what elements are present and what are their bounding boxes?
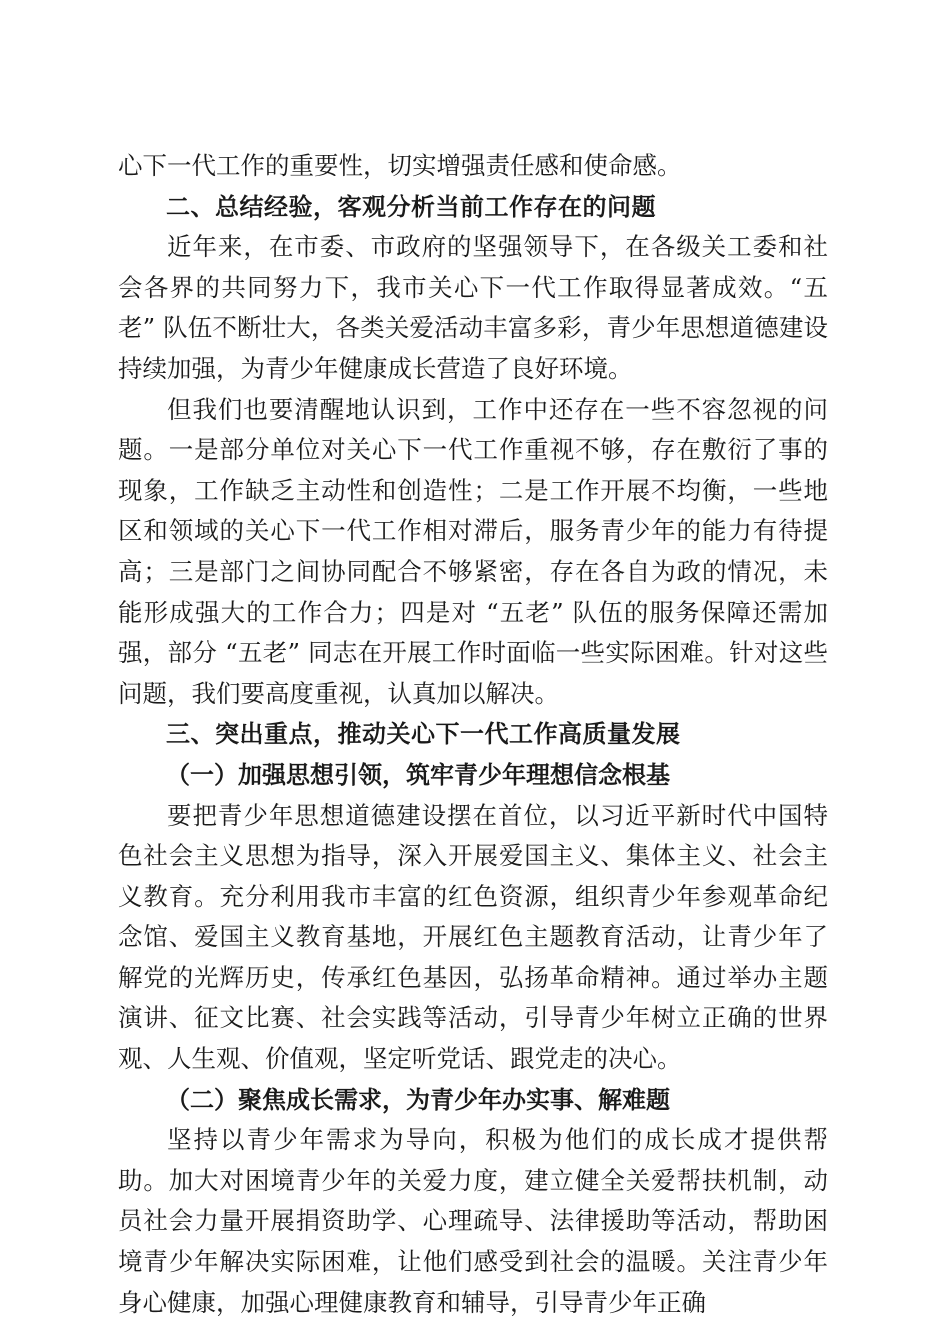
- paragraph-intro-tail: 心下一代工作的重要性，切实增强责任感和使命感。: [118, 151, 682, 180]
- paragraph-subsection-two: 坚持以青少年需求为导向，积极为他们的成长成才提供帮助。加大对困境青少年的关爱力度，建立健全关爱帮扶机制，动员社会力量开展捐资助学、心理疏导、法律援助等活动，帮助困境青少年解决实际困难，让他们感受到社会的温暖。关注青少年身心健康，加强心理健康教育和辅导，引导青少年正确: [118, 1125, 828, 1317]
- subsection-heading-one: （一）加强思想引领，筑牢青少年理想信念根基: [166, 759, 670, 789]
- paragraph-subsection-one: 要把青少年思想道德建设摆在首位，以习近平新时代中国特色社会主义思想为指导，深入开展爱国主义、集体主义、社会主义教育。充分利用我市丰富的红色资源，组织青少年参观革命纪念馆、爱国主义教育基地，开展红色主题教育活动，让青少年了解党的光辉历史，传承红色基因，弘扬革命精神。通过举办主题演讲、征文比赛、社会实践等活动，引导青少年树立正确的世界观、人生观、价值观，坚定听党话、跟党走的决心。: [118, 800, 828, 1074]
- subsection-heading-two: （二）聚焦成长需求，为青少年办实事、解难题: [166, 1084, 670, 1114]
- document-page: [118, 146, 828, 1323]
- section-heading-two: 二、总结经验，客观分析当前工作存在的问题: [166, 192, 656, 221]
- paragraph-problems: 但我们也要清醒地认识到，工作中还存在一些不容忽视的问题。一是部分单位对关心下一代工作重视不够，存在敷衍了事的现象，工作缺乏主动性和创造性；二是工作开展不均衡，一些地区和领域的关心下一代工作相对滞后，服务青少年的能力有待提高；三是部门之间协同配合不够紧密，存在各自为政的情况，未能形成强大的工作合力；四是对 “五老” 队伍的服务保障还需加强，部分 “五老” 同志在开展工作时面临一些实际困难。针对这些问题，我们要高度重视，认真加以解决。: [118, 394, 828, 708]
- paragraph-achievements: 近年来，在市委、市政府的坚强领导下，在各级关工委和社会各界的共同努力下，我市关心下一代工作取得显著成效。“五老” 队伍不断壮大，各类关爱活动丰富多彩，青少年思想道德建设持续加强，为青少年健康成长营造了良好环境。: [118, 232, 828, 383]
- section-heading-three: 三、突出重点，推动关心下一代工作高质量发展: [166, 720, 681, 749]
